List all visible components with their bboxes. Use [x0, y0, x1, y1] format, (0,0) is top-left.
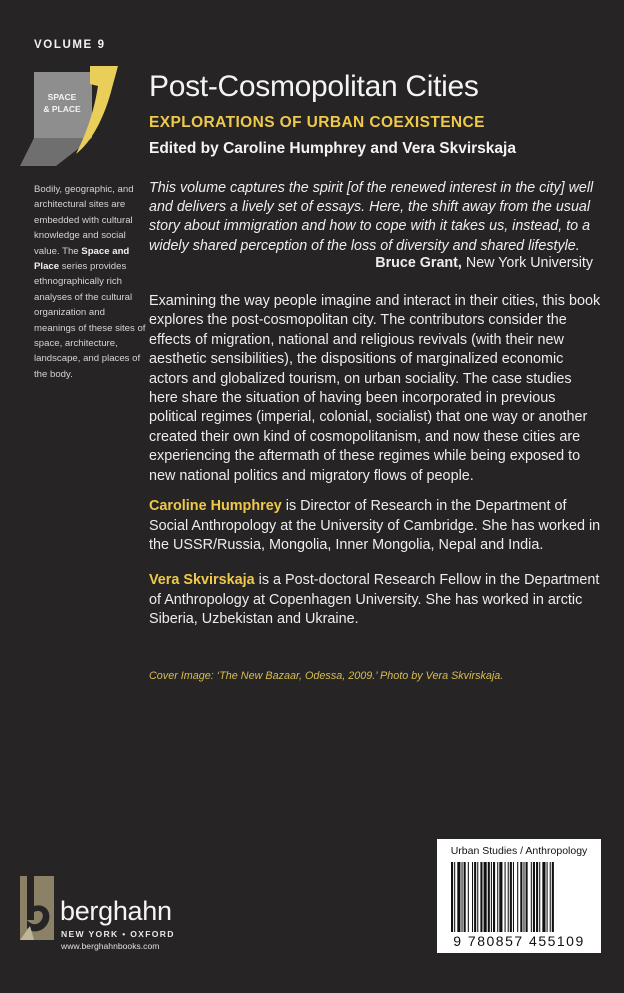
barcode-icon [451, 862, 587, 932]
subject-category: Urban Studies / Anthropology [450, 845, 588, 857]
publisher-cities: NEW YORK • OXFORD [61, 929, 175, 939]
series-description [34, 182, 146, 382]
series-name: Space and Place [34, 245, 130, 273]
barcode-box [437, 839, 601, 953]
series-logo-line2: & PLACE [43, 104, 81, 114]
cover-image-credit: Cover Image: ‘The New Bazaar, Odessa, 2009.’ Photo by Vera Skvirskaja. [149, 670, 504, 682]
endorser-name: Bruce Grant, [375, 255, 462, 271]
publisher-logo-icon [20, 876, 54, 940]
book-title: Post-Cosmopolitan Cities [149, 70, 479, 103]
series-logo-line1: SPACE [47, 92, 77, 102]
isbn-number: 9 780857 455109 [453, 933, 585, 949]
book-subtitle: EXPLORATIONS OF URBAN COEXISTENCE [149, 114, 485, 131]
endorser-affiliation: New York University [461, 255, 593, 271]
endorsement-quote: This volume captures the spirit [of the renewed interest in the city] well and delivers a lively set of essays. Here, the shift away from the usual story about immigration and how to cope with it takes us, instead, to a widely shared perception of the loss of diversity and shared lifestyle. [149, 180, 594, 254]
editor-bio [149, 497, 604, 556]
space-and-place-series-logo [20, 62, 124, 168]
editor-bio [149, 571, 604, 630]
editor-bio-text: is Director of Research in the Department of Social Anthropology at the University of Cambridge. She has worked in the USSR/Russia, Mongolia, Inner Mongolia, Nepal and India. [149, 498, 601, 554]
editor-name: Vera Skvirskaja [149, 572, 255, 588]
book-editors: Edited by Caroline Humphrey and Vera Skvirskaja [149, 140, 516, 157]
endorsement-attribution [149, 255, 593, 271]
series-blurb-part2: series provides ethnographically rich analyses of the cultural organization and meanings of these sites of space, architecture, landscape, and places of the body. [34, 261, 146, 380]
book-description: Examining the way people imagine and interact in their cities, this book explores the post-cosmopolitan city. The contributors consider the effects of migration, national and religious revivals (with their new aesthetic sensibilities), the dispositions of marginalized economic actors and globalized tourism, on urban sociality. The case studies here share the situation of having been incorporated in previous political regimes (imperial, colonial, socialist) that one way or another created their own kind of cosmopolitanism, and now these cities are experiencing the aftermath of these regimes while being exposed to new national politics and migratory flows of people. [149, 293, 601, 484]
editor-bio-text: is a Post-doctoral Research Fellow in the Department of Anthropology at Copenhagen University. She has worked in arctic Siberia, Uzbekistan and Ukraine. [149, 572, 600, 628]
publisher-name: berghahn [60, 896, 172, 926]
series-blurb-part1: Bodily, geographic, and architectural sites are embedded with cultural knowledge and social value. The [34, 184, 134, 257]
publisher-url: www.berghahnbooks.com [61, 941, 160, 951]
volume-number: VOLUME 9 [34, 39, 106, 51]
editor-name: Caroline Humphrey [149, 498, 282, 514]
